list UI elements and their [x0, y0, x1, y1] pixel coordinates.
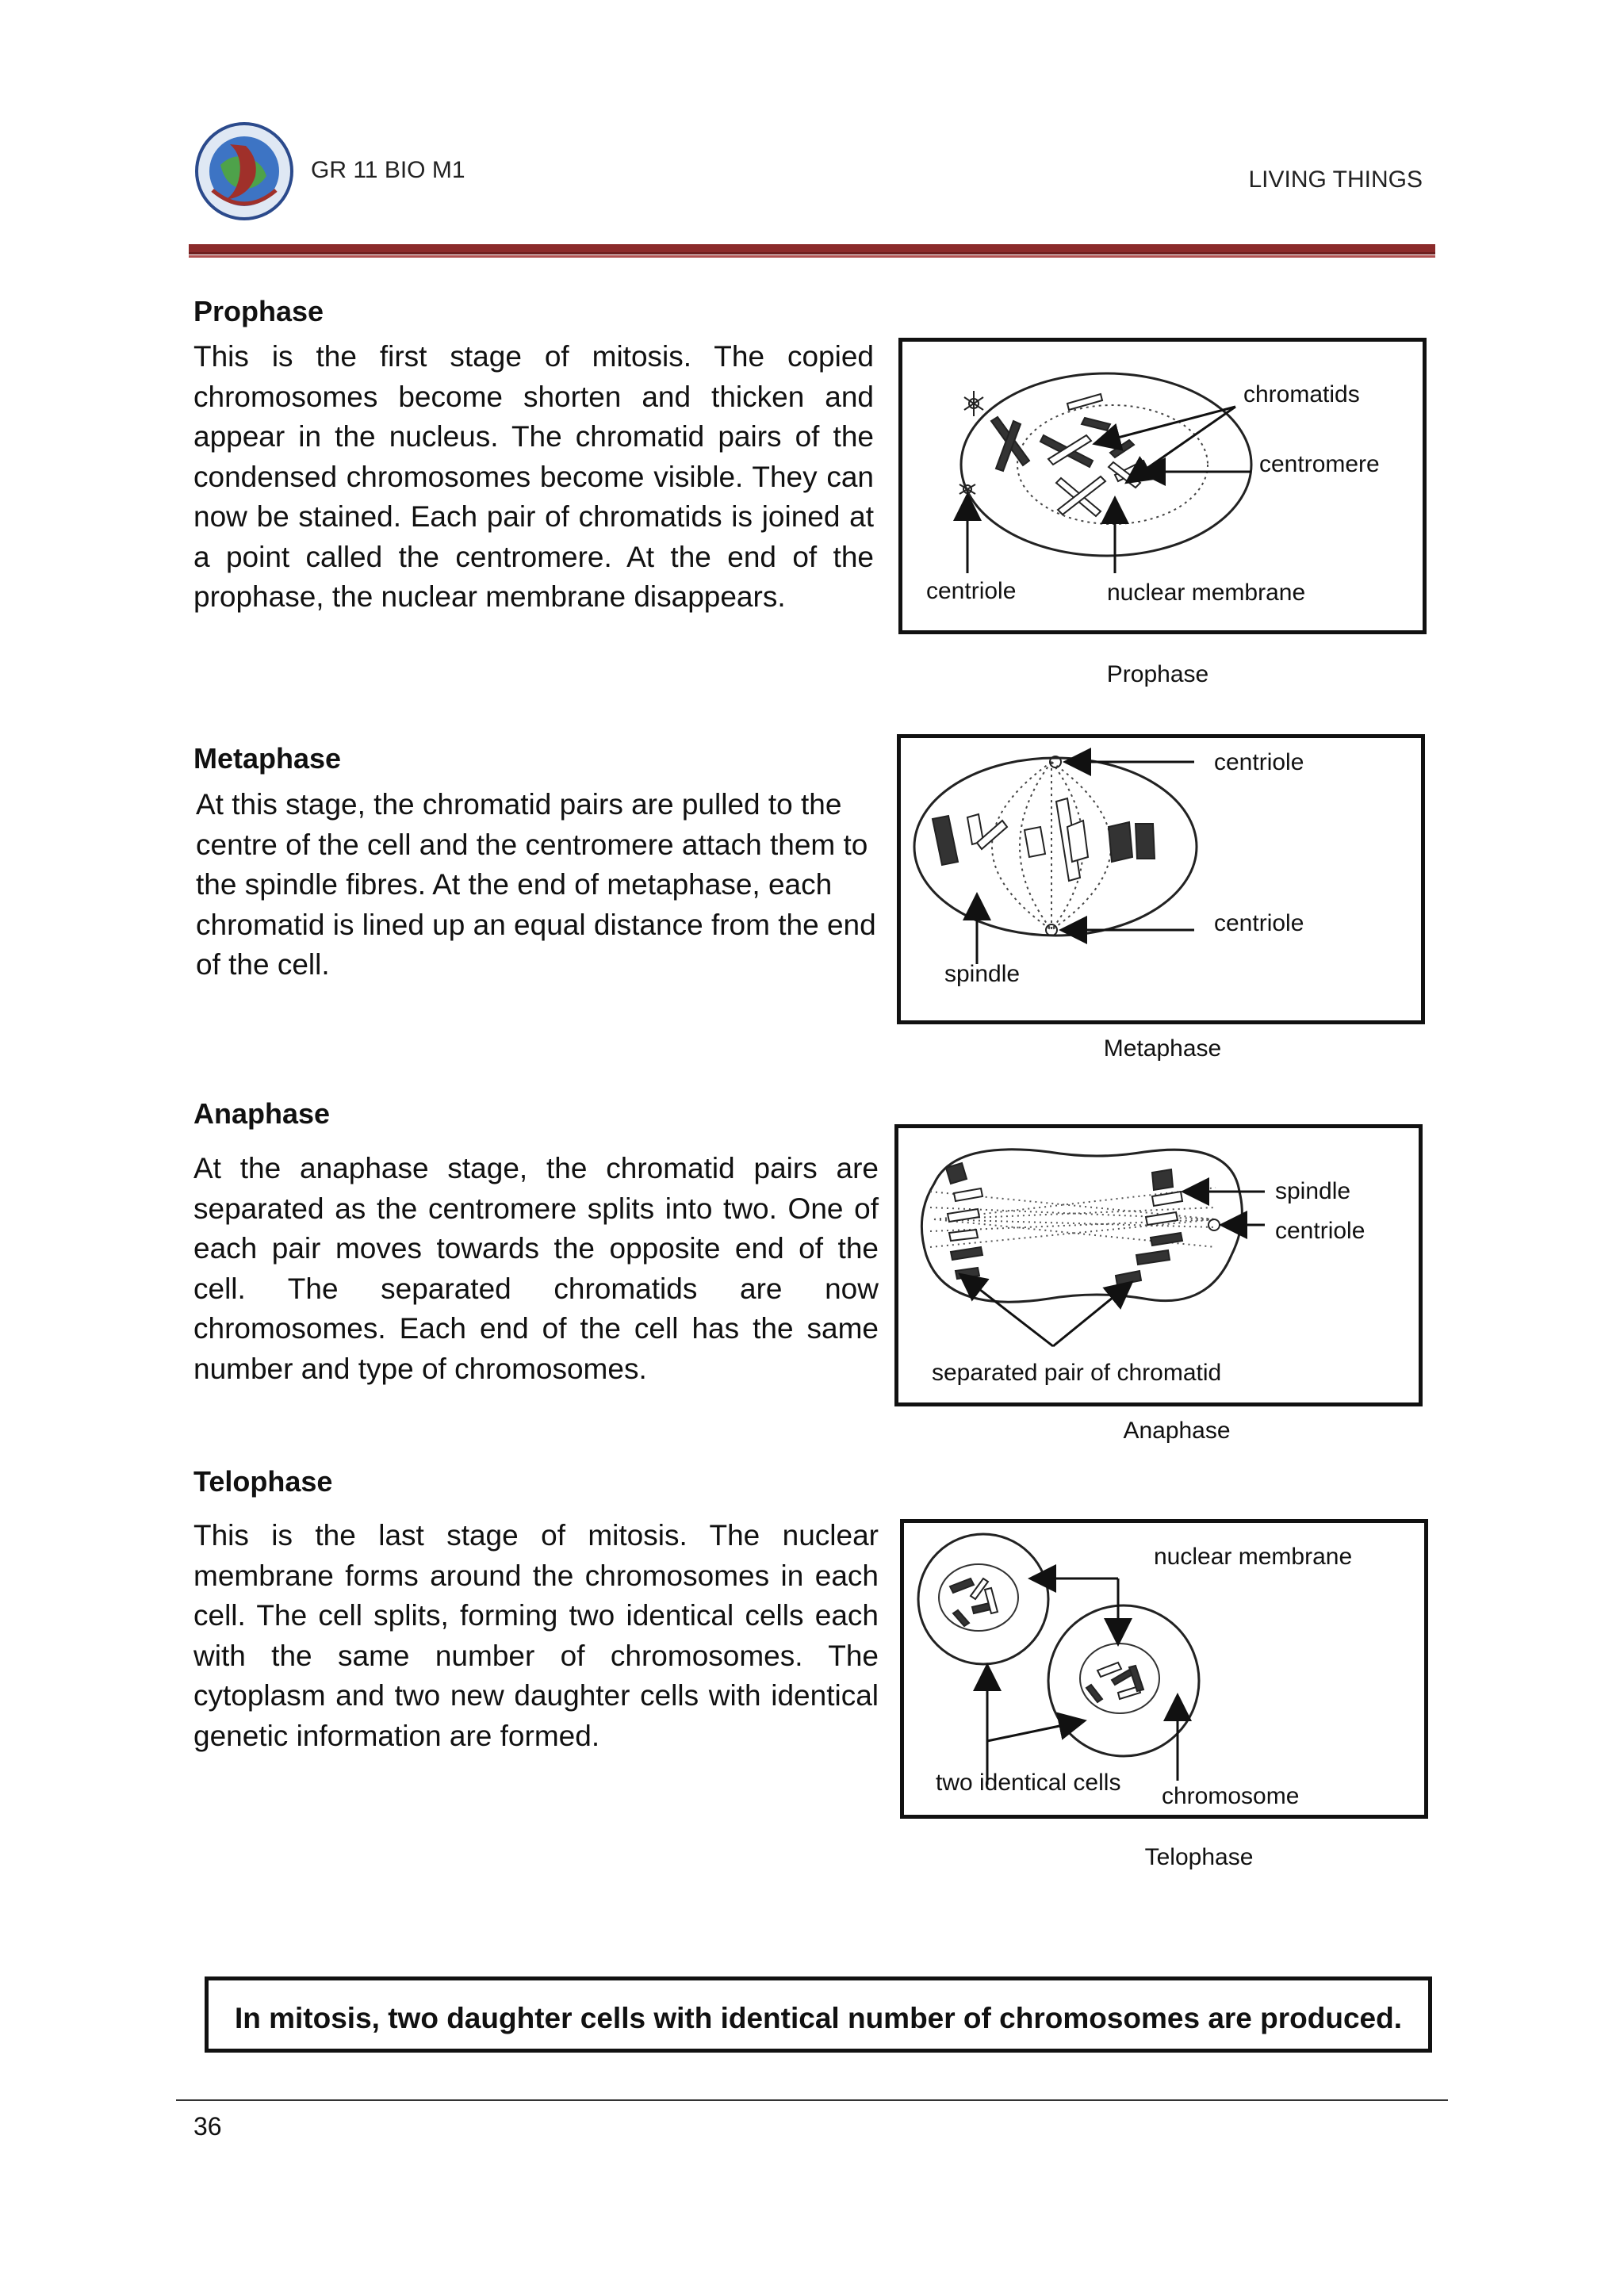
label-centromere: centromere — [1259, 451, 1380, 477]
chromatids-arrow-1 — [1097, 407, 1235, 443]
prophase-figure — [898, 338, 1427, 634]
chromatids-arrow-2 — [1128, 407, 1235, 481]
label-two-identical-cells: two identical cells — [936, 1770, 1121, 1796]
metaphase-text: At this stage, the chromatid pairs are pulled to the centre of the cell and the centromere attach them to the spindle fibres. At the end of metaphase, each chromatid is lined up an equal distance from the end of the cell. — [196, 788, 876, 981]
prophase-caption: Prophase — [1106, 661, 1209, 687]
telophase-text: This is the last stage of mitosis. The nuclear membrane forms around the chromosomes in each cell. The cell splits, forming two identical cells each with the same number of chromosomes. The cytoplasm and two new daughter cells with identical genetic information are formed. — [193, 1519, 879, 1752]
label-chromatids: chromatids — [1243, 381, 1360, 408]
header-divider-accent — [189, 255, 1435, 258]
anaphase-figure — [894, 1124, 1423, 1406]
course-code: GR 11 BIO M1 — [311, 157, 465, 183]
page-number: 36 — [193, 2112, 222, 2141]
prophase-heading: Prophase — [193, 295, 324, 327]
chromosomes-left — [946, 1163, 982, 1279]
anaphase-caption: Anaphase — [1123, 1418, 1231, 1444]
label-centriole: centriole — [1275, 1218, 1365, 1244]
label-centriole-top: centriole — [1214, 749, 1304, 775]
nucleus-1 — [939, 1564, 1018, 1631]
daughter-cell-1 — [918, 1534, 1048, 1664]
prophase-text: This is the first stage of mitosis. The copied chromosomes become shorten and thicken and appear in the nucleus. The chromatid pairs of the condensed chromosomes become visible. They can now be stained. Each pair of chromatids is joined at a point called the centromere. At the end of the prophase, the nuclear membrane disappears. — [193, 340, 874, 613]
metaphase-caption: Metaphase — [1103, 1035, 1222, 1062]
label-separated-pair: separated pair of chromatid — [932, 1360, 1222, 1386]
metaphase-figure — [897, 734, 1425, 1024]
chromosomes-cell-2 — [1086, 1663, 1143, 1702]
label-centriole-bottom: centriole — [1214, 910, 1304, 936]
separated-arrow-right — [1053, 1284, 1130, 1346]
telophase-caption: Telophase — [1144, 1844, 1254, 1870]
chromosomes — [933, 798, 1155, 881]
label-nuclear-membrane: nuclear membrane — [1107, 580, 1306, 606]
label-spindle: spindle — [944, 961, 1021, 987]
footer-divider — [176, 2099, 1448, 2101]
header-divider — [189, 244, 1435, 254]
cell-outline — [921, 1150, 1242, 1302]
label-spindle: spindle — [1275, 1178, 1351, 1204]
centriole-right-mark — [1208, 1219, 1220, 1230]
topic-title: LIVING THINGS — [1248, 166, 1423, 193]
telophase-figure — [900, 1519, 1428, 1819]
label-chromosome: chromosome — [1162, 1783, 1300, 1809]
metaphase-heading: Metaphase — [193, 742, 342, 775]
anaphase-heading: Anaphase — [193, 1097, 331, 1130]
chromosomes-right — [1116, 1169, 1182, 1285]
spindle-fibres — [992, 762, 1111, 930]
label-centriole: centriole — [926, 578, 1017, 604]
centriole-bottom-mark — [1046, 924, 1057, 936]
separated-arrow-left — [962, 1276, 1053, 1346]
summary-box: In mitosis, two daughter cells with identical number of chromosomes are produced. — [205, 1976, 1432, 2053]
chromosomes-cell-1 — [950, 1578, 998, 1626]
telophase-heading: Telophase — [193, 1465, 333, 1498]
label-nuclear-membrane: nuclear membrane — [1154, 1544, 1353, 1570]
anaphase-text: At the anaphase stage, the chromatid pairs are separated as the centromere splits into two. One of each pair moves towards the opposite end of the cell. The separated chromatids are now chromosomes. Each end of the cell has the same number and type of chromosomes. — [193, 1152, 879, 1385]
college-seal-icon — [193, 121, 295, 222]
